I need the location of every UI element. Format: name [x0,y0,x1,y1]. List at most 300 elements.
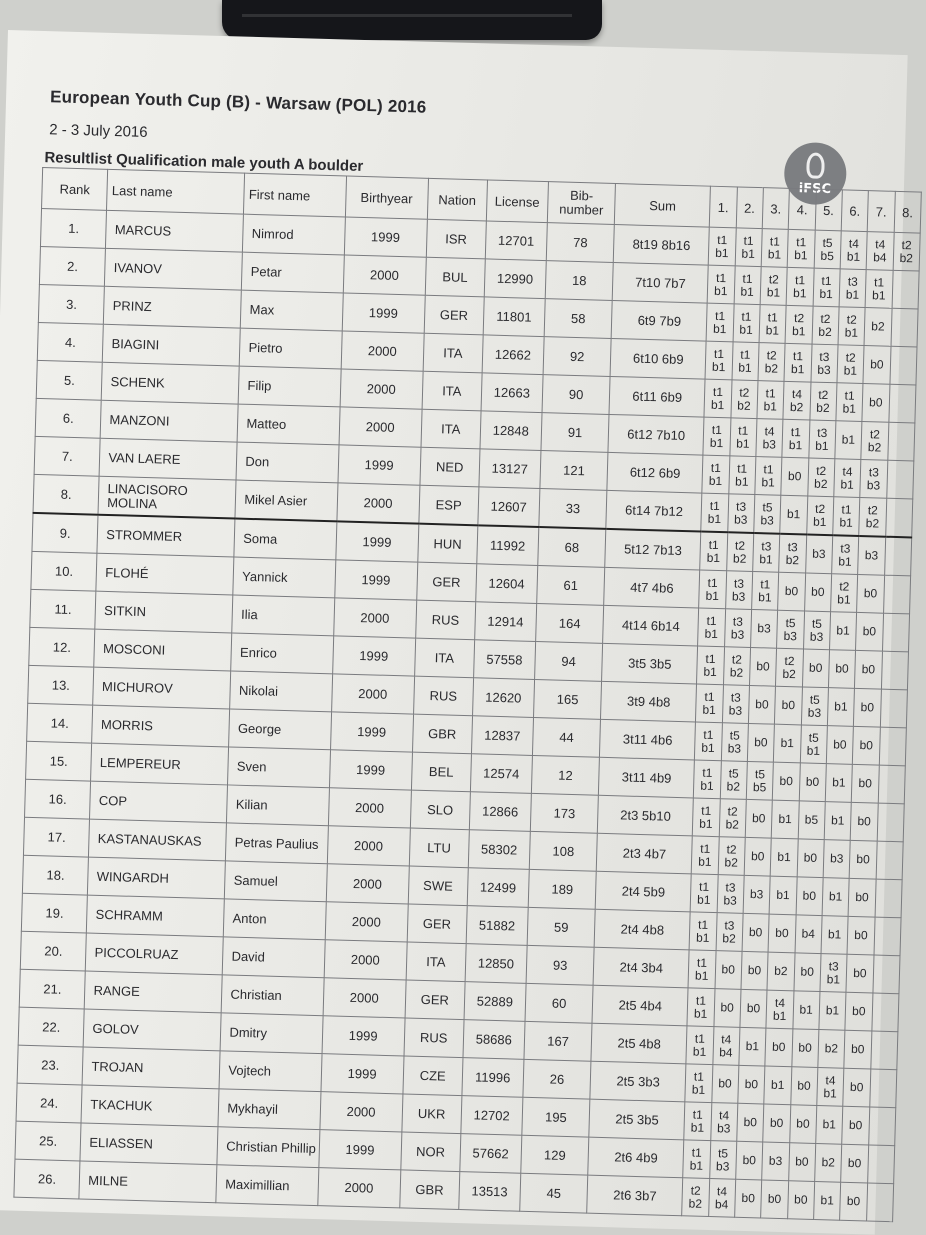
bonus-attempts: b3 [866,477,881,493]
bonus-attempts: b3 [731,588,746,604]
bonus-attempts: b2 [789,399,804,414]
bonus-attempts: b1 [794,247,808,262]
boulder-4-cell [784,343,811,382]
boulder-4-cell [776,648,803,687]
bonus-attempts: b0 [870,357,884,372]
bonus-attempts: b2 [824,1041,839,1056]
tops-attempts: t3 [828,958,839,974]
birthyear-cell: 2000 [327,826,410,866]
boulder-5-cell [798,801,825,840]
bonus-attempts: b1 [806,743,821,758]
bib-number-cell: 78 [546,223,614,263]
boulder-5-cell [795,915,822,954]
license-cell: 58686 [463,1020,525,1060]
bonus-attempts: b1 [694,968,709,983]
bonus-attempts: b3 [716,1120,731,1136]
bib-number-cell: 68 [538,527,607,567]
bonus-attempts [868,1164,893,1165]
tops-attempts: t1 [743,233,754,248]
boulder-3-cell [751,571,778,610]
bonus-attempts: b1 [763,398,778,414]
bonus-attempts: b1 [703,664,718,679]
last-name-cell: WINGARDH [88,857,226,899]
boulder-7-cell [843,1068,870,1107]
last-name-cell: COP [90,781,228,823]
sum-cell: 2t5 4b4 [592,985,688,1026]
rank-cell: 8. [33,474,99,514]
bonus-attempts: b1 [826,971,841,987]
boulder-2-cell [720,761,747,800]
bonus-attempts [879,784,904,785]
boulder-3-cell [746,761,773,800]
bonus-attempts: b2 [865,515,880,531]
boulder-5-cell [801,687,828,726]
license-cell: 57558 [473,640,535,680]
boulder-4-cell [770,838,797,877]
boulder-1-cell [701,493,728,532]
bonus-attempts: b1 [700,778,714,793]
boulder-3-cell [736,1141,763,1180]
bonus-attempts: b3 [760,512,774,528]
tops-attempts: t1 [841,501,852,517]
tops-attempts [878,822,903,823]
boulder-1-cell [708,227,735,266]
col-boulder-7: 7. [867,191,894,233]
bib-number-cell: 189 [528,869,596,909]
bonus-attempts: b0 [751,811,766,826]
boulder-5-cell [807,458,834,497]
boulder-2-cell [724,609,751,648]
rank-cell: 7. [34,436,100,476]
boulder-6-cell [835,421,862,460]
last-name-cell: TROJAN [82,1047,220,1089]
boulder-6-cell [819,992,846,1031]
bonus-attempts: b3 [757,621,771,636]
sum-cell: 2t6 4b9 [588,1137,684,1178]
sum-cell: 2t3 4b7 [597,833,693,874]
boulder-7-cell [857,574,884,613]
boulder-2-cell [717,875,744,914]
boulder-1-cell [691,836,718,875]
tops-attempts: t3 [819,349,830,364]
boulder-8-cell [878,765,905,804]
bonus-attempts [889,403,914,404]
first-name-cell: Petar [242,252,344,293]
nation-cell: GER [405,980,465,1020]
first-name-cell: Maximillian [216,1165,318,1206]
tops-attempts: t5 [729,727,740,743]
first-name-cell: Samuel [225,861,327,902]
sum-cell: 7t10 7b7 [612,262,708,303]
tops-attempts: t2 [867,502,879,517]
boulder-8-cell [877,803,904,842]
rank-cell: 24. [16,1083,82,1123]
boulder-1-cell [689,912,716,951]
boulder-7-cell [849,840,876,879]
bonus-attempts [874,974,899,975]
rank-cell: 21. [19,969,85,1009]
last-name-cell: MORRIS [92,705,230,747]
bonus-attempts: b2 [722,930,736,946]
bonus-attempts: b2 [737,398,751,413]
tops-attempts: t4 [774,995,786,1010]
sum-cell: 6t9 7b9 [611,300,707,341]
tops-attempts: t3 [732,613,744,629]
boulder-6-cell [821,916,848,955]
boulder-5-cell [789,1105,816,1144]
bib-number-cell: 167 [524,1021,592,1061]
bonus-attempts: b0 [858,776,873,791]
boulder-3-cell [748,685,775,724]
tops-attempts: t5 [811,616,823,631]
tops-attempts: t3 [840,540,851,556]
boulder-1-cell [690,874,717,913]
bonus-attempts: b1 [792,285,807,300]
bonus-attempts: b1 [840,476,855,492]
bonus-attempts: b1 [712,321,727,336]
bonus-attempts: b1 [702,702,716,717]
first-name-cell: Matteo [237,404,339,445]
boulder-4-cell [778,572,805,611]
tops-attempts: t1 [821,273,832,288]
boulder-8-cell [891,308,918,347]
boulder-8-cell [874,917,901,956]
bonus-attempts: b0 [833,737,847,752]
col-rank: Rank [42,168,108,211]
rank-cell: 26. [14,1159,80,1199]
boulder-3-cell [741,951,768,990]
bonus-attempts: b1 [837,591,851,607]
col-boulder-4: 4. [788,188,815,230]
rank-cell: 17. [23,817,89,857]
tops-attempts: t1 [760,576,771,591]
bonus-attempts: b1 [692,1044,707,1059]
license-cell: 12850 [465,944,527,984]
boulder-2-cell [715,951,742,990]
bonus-attempts: b3 [728,702,743,718]
bonus-attempts [886,517,911,518]
bonus-attempts: b1 [825,1003,840,1018]
tops-attempts: t5 [762,499,773,515]
bonus-attempts [885,556,910,557]
rank-cell: 25. [15,1121,81,1161]
tops-attempts [868,1164,893,1165]
bonus-attempts: b1 [790,361,805,376]
boulder-8-cell [866,1183,893,1222]
boulder-1-cell [704,379,731,418]
birthyear-cell: 2000 [323,978,406,1018]
boulder-1-cell [683,1140,710,1179]
rank-cell: 18. [22,855,88,895]
tops-attempts [882,670,907,671]
bonus-attempts: b0 [754,735,768,750]
sum-cell: 2t5 3b5 [589,1099,685,1140]
bonus-attempts: b1 [830,813,845,828]
nation-cell: RUS [413,676,473,716]
last-name-cell: TKACHUK [81,1085,219,1127]
tops-attempts: t2 [731,651,743,667]
boulder-4-cell [785,305,812,344]
nation-cell: ISR [426,219,486,259]
boulder-7-cell [862,384,889,423]
tops-attempts: t1 [790,424,802,439]
climber-figure-icon [806,152,825,178]
boulder-8-cell [882,613,909,652]
bonus-attempts: b0 [741,1190,756,1206]
boulder-6-cell [818,1030,845,1069]
tops-attempts [877,860,902,861]
boulder-7-cell [858,536,885,575]
boulder-5-cell [814,230,841,269]
license-cell: 12662 [482,335,544,375]
bonus-attempts: b1 [704,626,719,641]
boulder-6-cell [840,231,867,270]
bonus-attempts: b0 [847,1155,862,1171]
tops-attempts: t3 [733,575,745,591]
boulder-3-cell [756,419,783,458]
bonus-attempts: b1 [819,286,834,301]
bonus-attempts: b1 [823,1085,838,1101]
first-name-cell: Mykhayil [218,1089,320,1130]
rank-cell: 14. [27,703,93,743]
last-name-cell: PICCOLRUAZ [86,933,224,975]
bonus-attempts: b0 [744,1076,759,1092]
tops-attempts [880,746,905,747]
boulder-1-cell [705,341,732,380]
bonus-attempts [880,746,905,747]
bonus-attempts: b1 [767,246,782,262]
ifsc-logo: iFSC [783,142,847,206]
bonus-attempts: b1 [705,588,720,603]
sum-cell: 5t12 7b13 [605,529,701,570]
bonus-attempts: b1 [734,473,749,489]
bonus-attempts: b2 [899,250,914,265]
birthyear-cell: 2000 [340,369,423,409]
boulder-2-cell [725,571,752,610]
boulder-2-cell [713,989,740,1028]
tops-attempts: t1 [702,765,713,780]
first-name-cell: Ilia [232,595,334,636]
bonus-attempts [888,441,913,442]
boulder-2-cell [712,1027,739,1066]
bonus-attempts: b0 [767,1191,782,1207]
boulder-5-cell [796,877,823,916]
rank-cell: 23. [17,1045,83,1085]
boulder-4-cell [782,419,809,458]
boulder-1-cell [685,1064,712,1103]
boulder-2-cell [735,228,762,267]
bonus-attempts: b0 [800,964,815,979]
first-name-cell: Pietro [240,328,342,369]
tops-attempts: t5 [822,235,833,250]
last-name-cell: MANZONI [100,400,238,442]
bonus-attempts: b1 [780,735,795,751]
tops-attempts: t1 [711,422,723,437]
tops-attempts: t3 [817,425,828,440]
boulder-3-cell [739,1027,766,1066]
birthyear-cell: 2000 [336,483,419,524]
tops-attempts [883,632,908,633]
sum-cell: 4t14 6b14 [603,605,699,646]
bonus-attempts: b1 [693,1006,708,1021]
col-nation: Nation [427,178,487,221]
boulder-2-cell [716,913,743,952]
boulder-2-cell [729,418,756,457]
license-cell: 52889 [464,982,526,1022]
boulder-6-cell [816,1105,843,1144]
first-name-cell: Enrico [231,633,333,674]
col-boulder-1: 1. [709,186,736,228]
tops-attempts: t1 [710,460,722,475]
bonus-attempts: b1 [766,284,781,300]
boulder-4-cell [787,229,814,268]
bonus-attempts: b1 [765,322,780,338]
nation-cell: SWE [408,866,468,906]
tops-attempts: t5 [808,730,819,745]
last-name-cell: ELIASSEN [80,1123,218,1165]
boulder-2-cell [728,456,755,495]
birthyear-cell: 2000 [317,1168,400,1208]
sum-cell: 2t5 3b3 [590,1061,686,1102]
tops-attempts [879,784,904,785]
boulder-3-cell [744,837,771,876]
boulder-1-cell [707,265,734,304]
tops-attempts [886,517,911,518]
boulder-8-cell [880,689,907,728]
bonus-attempts: b4 [801,926,816,941]
boulder-4-cell [772,762,799,801]
boulder-8-cell [869,1069,896,1108]
boulder-2-cell [708,1179,735,1218]
bonus-attempts: b3 [730,626,745,642]
bonus-attempts: b0 [793,1192,808,1207]
tops-attempts: t1 [844,388,855,403]
license-cell: 11801 [483,297,545,337]
results-table [13,167,921,1222]
boulder-3-cell [740,989,767,1028]
license-cell: 57662 [460,1134,522,1174]
results-sheet [0,30,914,1235]
boulder-4-cell [764,1066,791,1105]
boulder-4-cell [781,457,808,496]
bonus-attempts: b1 [791,323,806,338]
boulder-1-cell [687,988,714,1027]
tops-attempts: t3 [730,689,742,705]
tops-attempts: t3 [868,464,880,479]
bonus-attempts: b1 [711,359,726,374]
birthyear-cell: 1999 [329,750,412,790]
boulder-5-cell [806,496,833,535]
bonus-attempts [876,898,901,899]
bonus-attempts: b1 [695,930,710,945]
bonus-attempts: b1 [736,435,750,451]
tops-attempts [874,974,899,975]
license-cell: 12837 [471,716,533,756]
bonus-attempts: b2 [785,552,800,567]
tops-attempts: t4 [721,1031,732,1047]
bonus-attempts: b1 [710,397,725,412]
bonus-attempts: b5 [820,248,835,263]
bonus-attempts: b3 [762,436,777,452]
bib-number-cell: 91 [541,413,609,453]
bonus-attempts: b5 [752,779,767,794]
bonus-attempts: b1 [842,400,857,416]
col-boulder-3: 3. [762,188,789,230]
tops-attempts: t1 [769,233,781,249]
boulder-6-cell [826,726,853,765]
bib-number-cell: 61 [537,565,605,605]
birthyear-cell: 2000 [326,864,409,904]
bonus-attempts: b2 [813,476,828,491]
boulder-8-cell [884,537,912,576]
tops-attempts: t5 [717,1145,729,1161]
bonus-attempts: b1 [707,511,722,526]
first-name-cell: Christian Phillip [217,1127,319,1168]
tops-attempts: t1 [712,384,724,399]
tops-attempts: t3 [787,539,798,554]
bonus-attempts: b3 [809,629,824,644]
boulder-3-cell [760,267,787,306]
boulder-8-cell [873,955,900,994]
sum-cell: 3t11 4b6 [600,719,696,760]
tops-attempts: t1 [740,347,751,362]
bib-number-cell: 59 [527,907,595,947]
rank-cell: 20. [20,931,86,971]
boulder-3-cell [753,533,780,572]
boulder-3-cell [754,495,781,534]
sum-cell: 2t5 4b8 [591,1023,687,1064]
tops-attempts [867,1202,892,1203]
boulder-3-cell [738,1065,765,1104]
bonus-attempts: b1 [738,360,752,375]
license-cell: 12499 [467,868,529,908]
boulder-8-cell [888,384,915,423]
tops-attempts: t2 [727,803,738,819]
boulder-8-cell [870,1031,897,1070]
first-name-cell: Max [241,290,343,331]
birthyear-cell: 2000 [339,407,422,447]
bonus-attempts: b0 [848,1117,863,1133]
bonus-attempts: b1 [834,699,848,714]
nation-cell: NED [420,447,480,487]
bonus-attempts [871,1050,896,1051]
first-name-cell: Nikolai [230,671,332,712]
birthyear-cell: 1999 [342,293,425,333]
tops-attempts: t1 [792,348,804,363]
bonus-attempts: b1 [845,286,860,302]
col-last-name: Last name [107,169,245,214]
bib-number-cell: 121 [540,451,608,491]
nation-cell: GER [416,562,476,602]
col-birthyear: Birthyear [345,176,428,219]
col-boulder-2: 2. [736,187,763,229]
tops-attempts: t2 [816,463,827,478]
first-name-cell: George [229,709,331,750]
boulder-7-cell [850,802,877,841]
boulder-3-cell [759,305,786,344]
tops-attempts: t1 [708,537,719,552]
tops-attempts: t1 [694,1031,706,1046]
boulder-1-cell [706,303,733,342]
bonus-attempts: b1 [701,740,715,755]
bonus-attempts: b3 [733,511,748,527]
bonus-attempts: b0 [805,774,820,789]
bib-number-cell: 18 [545,261,613,301]
tops-attempts: t1 [714,308,726,323]
first-name-cell: Filip [238,366,340,407]
boulder-3-cell [758,343,785,382]
license-cell: 11996 [462,1058,524,1098]
